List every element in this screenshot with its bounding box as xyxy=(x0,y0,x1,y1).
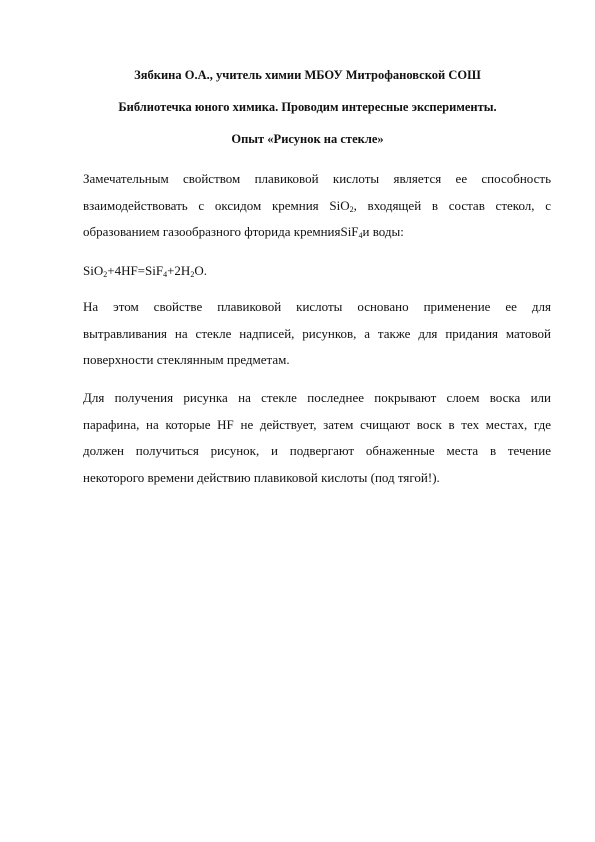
paragraph-1-line-2-subscript: 2 xyxy=(349,204,354,214)
paragraph-2-line-2: вытравливания на стекле надписей, рисунков, а также для придания матовой xyxy=(83,325,551,341)
paragraph-1 xyxy=(83,166,551,246)
paragraph-1-line-1: Замечательным свойством плавиковой кислоты является ее способность xyxy=(83,171,551,186)
equation-part-2: +4HF=SiF xyxy=(107,263,164,278)
equation-subscript-1: 2 xyxy=(103,270,108,279)
paragraph-1-line-2-text-a: взаимодействовать с оксидом кремния SiO xyxy=(83,197,350,213)
series-title: Библиотечка юного химика. Проводим интересные эксперименты. xyxy=(118,100,497,114)
paragraph-2 xyxy=(83,294,551,374)
paragraph-3-line-2: парафина, на которые HF не действует, затем счищают воск в тех местах, где xyxy=(83,416,551,432)
paragraph-1-line-2-text-b: , входящей в состав стекол, с xyxy=(353,197,551,213)
paragraph-1-line-3 xyxy=(83,219,551,246)
equation-subscript-2: 4 xyxy=(163,270,168,279)
paragraph-1-line-3-text-b: и воды: xyxy=(362,224,404,239)
paragraph-1-line-3-text-a: образованием газообразного фторида кремнияSiF xyxy=(83,224,359,239)
equation-subscript-3: 2 xyxy=(190,270,195,279)
paragraph-3-line-3: должен получиться рисунок, и подвергают обнаженные места в течение xyxy=(83,443,551,458)
paragraph-2-line-1: На этом свойстве плавиковой кислоты основано применение ее для xyxy=(83,299,551,314)
equation-part-3: +2H xyxy=(167,263,191,278)
paragraph-1-line-2 xyxy=(83,193,551,220)
paragraph-3 xyxy=(83,385,551,491)
paragraph-1-line-3-subscript: 4 xyxy=(358,231,363,240)
author-line: Зябкина О.А., учитель химии МБОУ Митрофановской СОШ xyxy=(134,68,481,82)
equation-part-1: SiO xyxy=(83,263,104,278)
paragraph-3-line-1: Для получения рисунка на стекле последнее покрывают слоем воска или xyxy=(83,390,551,405)
experiment-title: Опыт «Рисунок на стекле» xyxy=(231,132,384,146)
paragraph-3-line-4: некоторого времени действию плавиковой кислоты (под тягой!). xyxy=(83,469,440,485)
chemical-equation xyxy=(83,262,207,280)
paragraph-2-line-3: поверхности стеклянным предметам. xyxy=(83,352,290,367)
equation-part-4: O. xyxy=(194,263,207,278)
